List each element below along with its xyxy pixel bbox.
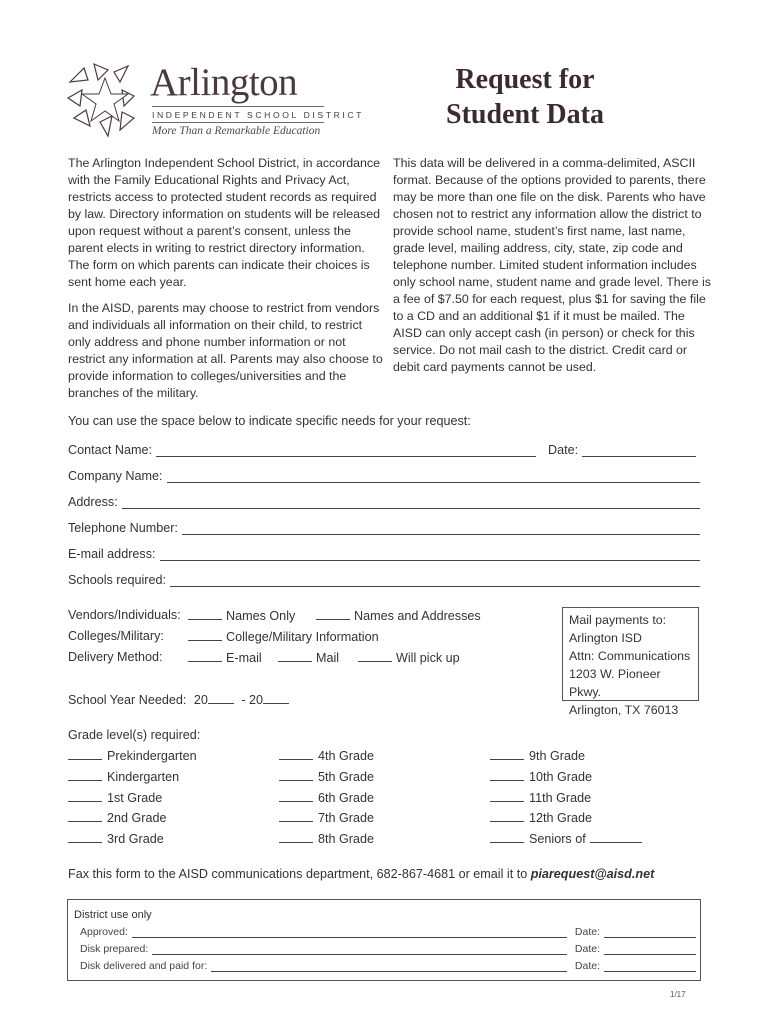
grade-blank[interactable]	[279, 769, 313, 781]
grade-option[interactable]	[279, 790, 374, 805]
mail-line-1: Mail payments to:	[569, 613, 667, 627]
email-field[interactable]	[160, 547, 701, 561]
disk-prepared-date-label: Date:	[574, 943, 600, 955]
grade-blank[interactable]	[490, 748, 524, 760]
disk-prepared-label: Disk prepared:	[80, 943, 149, 955]
grade-blank[interactable]	[490, 790, 524, 802]
school-year-label: School Year Needed:	[68, 693, 187, 707]
grade-option[interactable]	[490, 748, 585, 763]
delivery-mail-option[interactable]	[278, 650, 339, 665]
mail-line-2: Arlington ISD	[569, 631, 643, 645]
schools-row	[68, 569, 700, 587]
grade-blank[interactable]	[490, 831, 524, 843]
names-addresses-label: Names and Addresses	[354, 609, 481, 623]
grade-option[interactable]	[490, 769, 592, 784]
grade-label: 2nd Grade	[107, 811, 167, 825]
school-year-row	[68, 692, 289, 707]
names-addresses-blank[interactable]	[316, 608, 350, 620]
disk-prepared-field[interactable]	[152, 944, 567, 955]
page-number: 1/17	[670, 990, 686, 999]
college-info-label: College/Military Information	[226, 630, 379, 644]
grade-label: Seniors of	[529, 832, 586, 846]
delivery-pickup-option[interactable]	[358, 650, 460, 665]
grade-label: 3rd Grade	[107, 832, 164, 846]
grade-blank[interactable]	[68, 748, 102, 760]
names-only-blank[interactable]	[188, 608, 222, 620]
grade-blank[interactable]	[68, 790, 102, 802]
grade-label: 11th Grade	[529, 791, 592, 805]
mail-payments-box	[562, 607, 699, 717]
disk-delivered-date-label: Date:	[574, 960, 600, 972]
title-line-1: Request for	[455, 64, 595, 95]
email-row	[68, 543, 700, 561]
grades-label: Grade level(s) required:	[68, 728, 201, 742]
intro-paragraph-3: This data will be delivered in a comma-delimited, ASCII format. Because of the options provided to parents, there may be more than one file on the disk. Parents who have chosen not to restrict any information allow the district to provide school name, student’s first name, last name, grade level, mailing address, city, state, zip code and telephone number. Limited student information includes only school name, student name and grade level. There is a fee of $7.50 for each request, plus $1 for saving the file to a CD and an additional $1 if it must be mailed. The AISD can only accept cash (in person) or check for this service. Do not mail cash to the district. Credit card or debit card payments cannot be used.	[393, 156, 711, 374]
approved-field[interactable]	[132, 927, 567, 938]
grade-option[interactable]	[490, 790, 591, 805]
logo-divider	[152, 122, 324, 123]
grade-blank[interactable]	[279, 831, 313, 843]
delivery-pickup-label: Will pick up	[396, 651, 460, 665]
mail-line-5: Arlington, TX 76013	[569, 703, 679, 717]
year-end-field[interactable]	[263, 692, 289, 704]
grade-label: 1st Grade	[107, 791, 163, 805]
logo-divider	[152, 106, 324, 107]
logo-district: INDEPENDENT SCHOOL DISTRICT	[152, 110, 365, 120]
mail-line-4: 1203 W. Pioneer Pkwy.	[569, 667, 661, 699]
grade-blank[interactable]	[490, 810, 524, 822]
grade-label: 5th Grade	[318, 770, 375, 784]
schools-label: Schools required:	[68, 573, 167, 587]
grade-label: 8th Grade	[318, 832, 375, 846]
delivery-email-option[interactable]	[188, 650, 262, 665]
college-info-blank[interactable]	[188, 629, 222, 641]
delivery-mail-blank[interactable]	[278, 650, 312, 662]
address-label: Address:	[68, 495, 118, 509]
telephone-field[interactable]	[182, 521, 700, 535]
names-only-option[interactable]	[188, 608, 295, 623]
grade-option[interactable]	[490, 810, 592, 825]
district-use-box	[67, 899, 701, 981]
college-info-option[interactable]	[188, 629, 379, 644]
schools-field[interactable]	[170, 573, 700, 587]
grade-label: 9th Grade	[529, 749, 586, 763]
grade-blank[interactable]	[279, 748, 313, 760]
fax-email-link[interactable]: piarequest@aisd.net	[530, 867, 655, 881]
disk-prepared-row	[80, 943, 696, 955]
telephone-row	[68, 517, 700, 535]
address-row	[68, 491, 700, 509]
grade-option[interactable]	[490, 831, 642, 846]
grade-blank[interactable]	[490, 769, 524, 781]
approved-date-field[interactable]	[604, 927, 696, 938]
address-field[interactable]	[122, 495, 700, 509]
grade-label: 12th Grade	[529, 811, 593, 825]
delivery-email-blank[interactable]	[188, 650, 222, 662]
grade-blank[interactable]	[279, 790, 313, 802]
page-title	[410, 62, 640, 132]
grade-option[interactable]	[68, 831, 164, 846]
names-only-label: Names Only	[226, 609, 296, 623]
title-line-2: Student Data	[446, 99, 604, 130]
colleges-label: Colleges/Military:	[68, 629, 164, 643]
grade-option[interactable]	[68, 810, 167, 825]
grade-label: 6th Grade	[318, 791, 375, 805]
form-instruction: You can use the space below to indicate specific needs for your request:	[68, 414, 471, 428]
grade-option[interactable]	[279, 810, 374, 825]
year-start-field[interactable]	[208, 692, 234, 704]
year-separator: - 20	[241, 693, 264, 707]
grade-option[interactable]	[68, 769, 179, 784]
contact-name-field[interactable]	[156, 443, 536, 457]
seniors-year-field[interactable]	[590, 831, 642, 843]
disk-delivered-field[interactable]	[211, 961, 567, 972]
grade-blank[interactable]	[279, 810, 313, 822]
fax-text: Fax this form to the AISD communications department, 682-867-4681 or email it to	[68, 867, 528, 881]
approved-row	[80, 926, 696, 938]
delivery-label: Delivery Method:	[68, 650, 163, 664]
delivery-pickup-blank[interactable]	[358, 650, 392, 662]
approved-label: Approved:	[80, 926, 128, 938]
grade-blank[interactable]	[68, 769, 102, 781]
grade-label: 10th Grade	[529, 770, 593, 784]
disk-delivered-label: Disk delivered and paid for:	[80, 960, 208, 972]
grade-label: Prekindergarten	[107, 749, 197, 763]
delivery-email-label: E-mail	[226, 651, 262, 665]
grade-option[interactable]	[68, 748, 197, 763]
year-prefix-1: 20	[193, 693, 208, 707]
company-name-label: Company Name:	[68, 469, 163, 483]
grade-option[interactable]	[68, 790, 162, 805]
disk-prepared-date-field[interactable]	[604, 944, 696, 955]
fax-instruction	[68, 867, 654, 881]
approved-date-label: Date:	[574, 926, 600, 938]
email-label: E-mail address:	[68, 547, 156, 561]
contact-row	[68, 439, 700, 457]
logo-name: Arlington	[150, 61, 298, 104]
grade-blank[interactable]	[68, 810, 102, 822]
grade-option[interactable]	[279, 748, 374, 763]
company-row	[68, 465, 700, 483]
grade-blank[interactable]	[68, 831, 102, 843]
intro-paragraph-2: In the AISD, parents may choose to restrict from vendors and individuals all information on their child, to restrict only address and phone number information or not restrict any information at all. Parents may also choose to provide information to colleges/universities and the branches of the military.	[68, 301, 383, 400]
grade-option[interactable]	[279, 831, 374, 846]
grade-label: 7th Grade	[318, 811, 375, 825]
aisd-star-logo-icon	[64, 60, 146, 140]
mail-line-3: Attn: Communications	[569, 649, 691, 663]
names-addresses-option[interactable]	[316, 608, 481, 623]
telephone-label: Telephone Number:	[68, 521, 178, 535]
date-label: Date:	[548, 443, 579, 457]
vendors-label: Vendors/Individuals:	[68, 608, 181, 622]
intro-paragraph-1: The Arlington Independent School District, in accordance with the Family Educational Rights and Privacy Act, restricts access to protected student records as required by law. Directory information on students will be released upon request without a parent’s consent, unless the parent elects in writing to restrict directory information. The form on which parents can indicate their choices is sent home each year.	[68, 156, 381, 289]
date-field[interactable]	[582, 443, 696, 457]
grade-option[interactable]	[279, 769, 374, 784]
company-name-field[interactable]	[167, 469, 701, 483]
disk-delivered-date-field[interactable]	[604, 961, 696, 972]
disk-delivered-row	[80, 960, 696, 972]
district-use-title: District use only	[74, 909, 152, 921]
grade-label: 4th Grade	[318, 749, 375, 763]
logo-tagline: More Than a Remarkable Education	[152, 125, 321, 137]
contact-name-label: Contact Name:	[68, 443, 152, 457]
grade-label: Kindergarten	[107, 770, 180, 784]
delivery-mail-label: Mail	[316, 651, 340, 665]
